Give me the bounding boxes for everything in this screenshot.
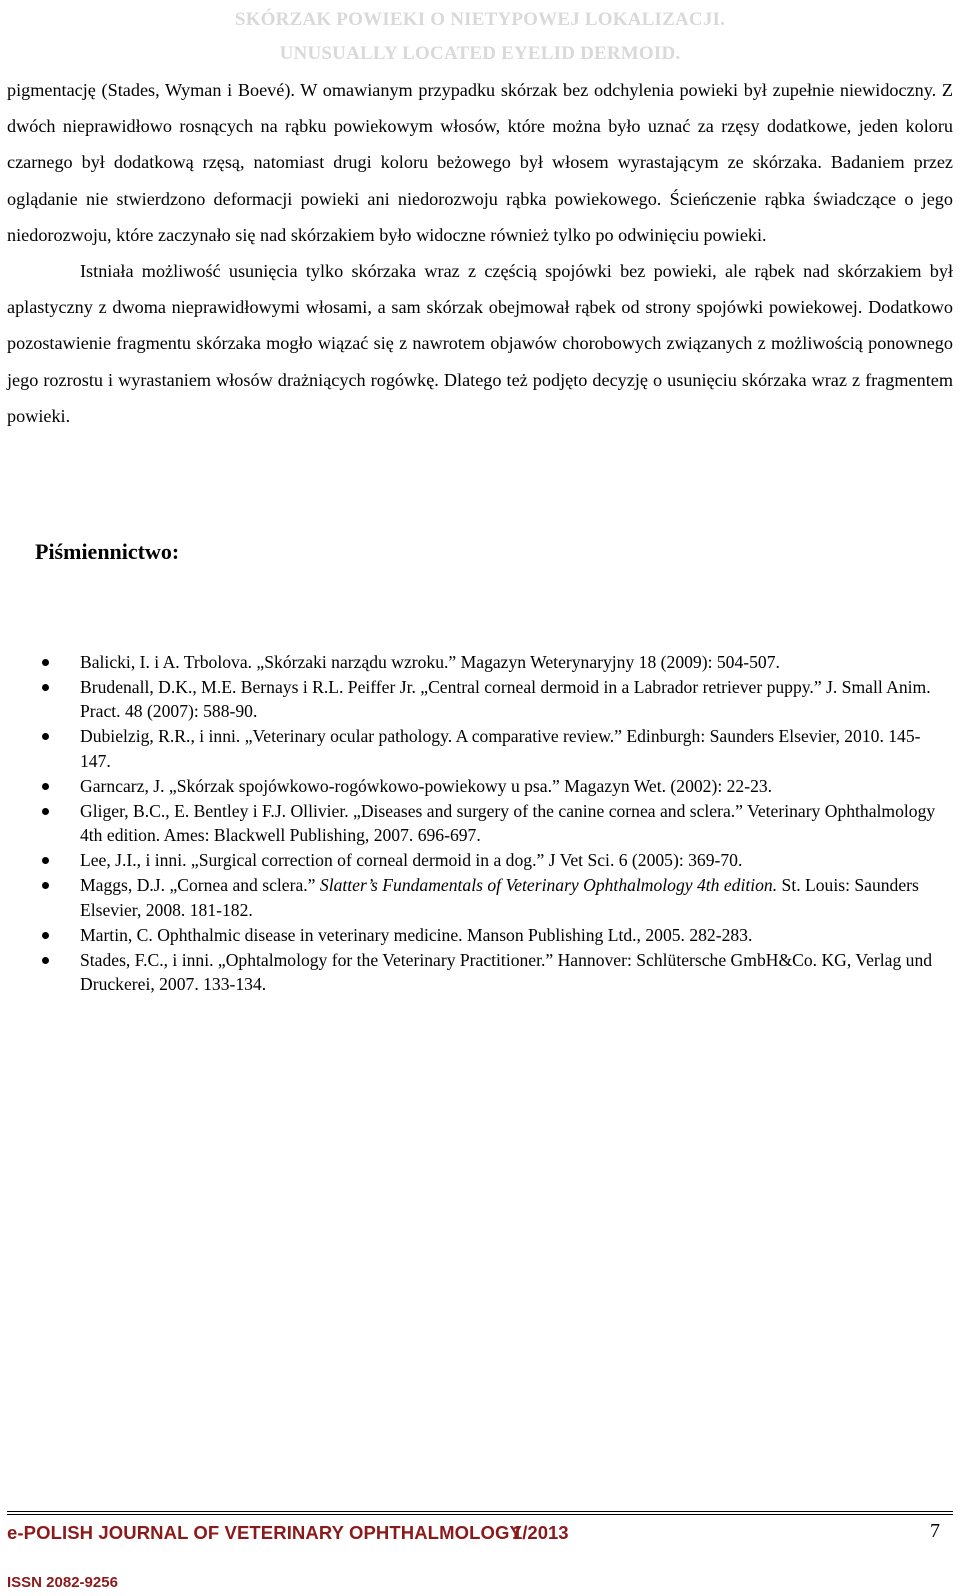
footer-rule [7, 1511, 953, 1515]
reference-item [0, 948, 940, 997]
bullet-icon [42, 857, 49, 864]
running-header [0, 3, 960, 71]
bullet-icon [42, 659, 49, 666]
page-number: 7 [930, 1520, 940, 1542]
body-text [7, 72, 953, 434]
running-header-title-pl: SKÓRZAK POWIEKI O NIETYPOWEJ LOKALIZACJI. [234, 9, 726, 30]
reference-item [0, 923, 940, 947]
reference-text-after: St. Louis: Saunders Elsevier, 2008. 181-182. [80, 875, 919, 920]
references-heading: Piśmiennictwo: [35, 539, 180, 564]
reference-item [0, 848, 940, 872]
reference-text: Garncarz, J. „Skórzak spojówkowo-rogówkowo-powiekowy u psa.” Magazyn Wet. (2002): 22-23. [80, 775, 773, 796]
reference-item [0, 873, 940, 922]
bullet-icon [42, 733, 49, 740]
footer-issn: ISSN 2082-9256 [7, 1574, 118, 1591]
reference-text: Lee, J.I., i inni. „Surgical correction of corneal dermoid in a dog.” J Vet Sci. 6 (2005): 369-70. [80, 850, 743, 871]
body-paragraph-2: Istniała możliwość usunięcia tylko skórzaka wraz z częścią spojówki bez powieki, ale rąbek nad skórzakiem był aplastyczny z dwoma nieprawidłowymi włosami, a sam skórzak obejmował rąbek od strony spojówki powiekowej. Dodatkowo pozostawienie fragmentu skórzaka mogło wiązać się z nawrotem objawów chorobowych związanych z możliwością ponownego jego rozrostu i wyrastaniem włosów drażniących rogówkę. Dlatego też podjęto decyzję o usunięciu skórzaka wraz z fragmentem powieki. [7, 261, 953, 426]
reference-item [0, 724, 940, 773]
reference-item [0, 675, 940, 724]
body-paragraph-1: pigmentację (Stades, Wyman i Boevé). W omawianym przypadku skórzak bez odchylenia powieki był zupełnie niewidoczny. Z dwóch nieprawidłowo rosnących na rąbku powiekowym włosów, które można było uznać za rzęsy dodatkowe, jeden koloru czarnego był dodatkową rzęsą, natomiast drugi koloru beżowego był włosem wyrastającym ze skórzaka. Badaniem przez oglądanie nie stwierdzono deformacji powieki ani niedorozwoju rąbka powiekowego. Ścieńczenie rąbka świadczące o jego niedorozwoju, które zaczynało się nad skórzakiem było widoczne również tylko po odwinięciu powieki. [7, 80, 953, 245]
reference-text-before: Maggs, D.J. „Cornea and sclera.” [80, 875, 320, 896]
reference-text-italic: Slatter’s Fundamentals of Veterinary Ophthalmology 4th edition. [319, 875, 778, 896]
reference-item [0, 650, 940, 674]
reference-text: Dubielzig, R.R., i inni. „Veterinary ocular pathology. A comparative review.” Edinburgh: Saunders Elsevier, 2010. 145-147. [80, 726, 921, 771]
footer-issue: 1/2013 [512, 1522, 569, 1543]
reference-text: Balicki, I. i A. Trbolova. „Skórzaki narządu wzroku.” Magazyn Weterynaryjny 18 (2009): 504-507. [80, 652, 780, 672]
bullet-icon [42, 932, 49, 939]
reference-item [0, 799, 940, 848]
reference-text: Stades, F.C., i inni. „Ophtalmology for the Veterinary Practitioner.” Hannover: Schlütersche GmbH&Co. KG, Verlag und Druckerei, 2007. 133-134. [80, 949, 933, 995]
reference-text: Martin, C. Ophthalmic disease in veterinary medicine. Manson Publishing Ltd., 2005. 282-283. [80, 924, 753, 945]
references-list [0, 650, 940, 997]
running-header-title-en: UNUSUALLY LOCATED EYELID DERMOID. [279, 43, 681, 64]
bullet-icon [42, 808, 49, 815]
bullet-icon [42, 882, 49, 889]
reference-text: Brudenall, D.K., M.E. Bernays i R.L. Peiffer Jr. „Central corneal dermoid in a Labrador retriever puppy.” J. Small Anim. Pract. 48 (2007): 588-90. [80, 677, 931, 722]
bullet-icon [42, 783, 49, 790]
bullet-icon [42, 684, 49, 691]
footer-journal-name: e-POLISH JOURNAL OF VETERINARY OPHTHALMOLOGY [7, 1522, 522, 1543]
bullet-icon [42, 957, 49, 964]
reference-text: Gliger, B.C., E. Bentley i F.J. Ollivier. „Diseases and surgery of the canine cornea and sclera.” Veterinary Ophthalmology 4th edition. Ames: Blackwell Publishing, 2007. 696-697. [80, 800, 936, 846]
reference-item [0, 774, 940, 798]
